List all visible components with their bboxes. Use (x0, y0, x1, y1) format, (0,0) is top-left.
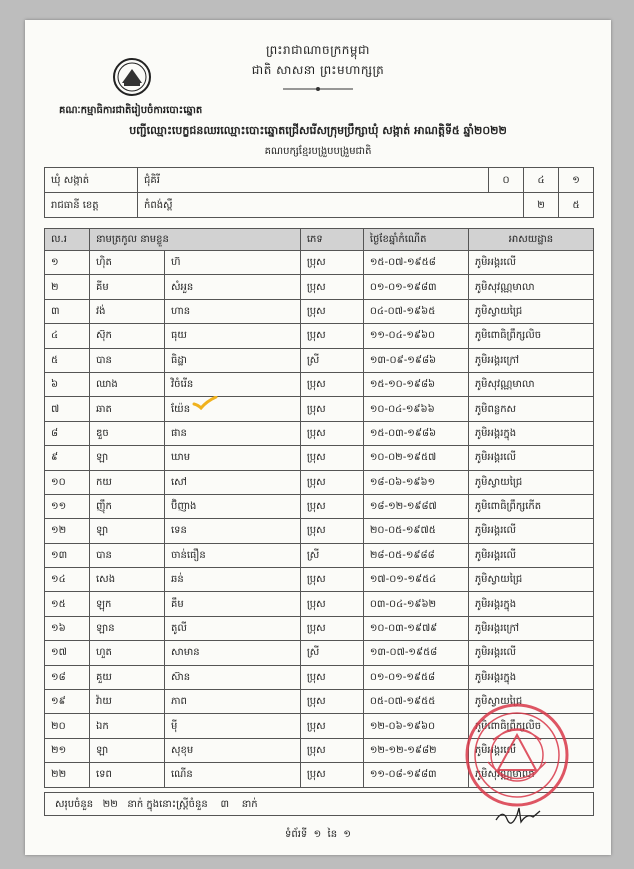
location-info-table (44, 167, 594, 218)
commune-code-1: ០ (489, 168, 524, 193)
table-row (45, 251, 594, 275)
commune-label: ឃុំ សង្កាត់ (45, 168, 138, 193)
col-name-header: នាមត្រកូល នាមខ្លួន (90, 229, 301, 251)
row-no: ៩ (45, 446, 90, 470)
province-label: រាជធានី ខេត្ត (45, 193, 138, 218)
row-no: ១១ (45, 494, 90, 518)
row-sex: ប្រុស (300, 299, 363, 323)
row-no: ១៥ (45, 592, 90, 616)
table-row (45, 348, 594, 372)
female-value: ៣ (220, 799, 229, 810)
row-address: ភូមិអង្គរលើ (468, 251, 593, 275)
row-surname: ឌួច (90, 421, 165, 445)
row-surname: វង់ (90, 299, 165, 323)
commune-row (45, 168, 594, 193)
committee-name: គណៈកម្មាធិការជាតិរៀបចំការបោះឆ្នោត (59, 105, 203, 116)
row-dob: ១៥-០៧-១៩៥៨ (363, 251, 468, 275)
row-given-name: ប៊ិញាង (165, 494, 301, 518)
row-dob: ១០-០២-១៩៥៧ (363, 446, 468, 470)
row-given-name: ម៉ី (165, 714, 301, 738)
row-no: ២០ (45, 714, 90, 738)
row-surname: ឯក (90, 714, 165, 738)
row-dob: ០១-០១-១៩៥៨ (363, 665, 468, 689)
row-dob: ១១-០៨-១៩៨៣ (363, 763, 468, 787)
row-surname: ឡុក (90, 592, 165, 616)
row-address: ភូមិស្វាយជ្រៃ (468, 690, 593, 714)
row-address: ភូមិអង្គរក្នុង (468, 592, 593, 616)
row-sex: ប្រុស (300, 592, 363, 616)
commune-value: ជុំគិរី (138, 168, 489, 193)
row-surname: គួយ (90, 665, 165, 689)
row-surname: ស៊ុក (90, 324, 165, 348)
total-label: សរុបចំនួន (55, 799, 94, 810)
row-sex: ប្រុស (300, 568, 363, 592)
row-address: ភូមិអង្គរលើ (468, 446, 593, 470)
row-address: ភូមិអង្គរលើ (468, 641, 593, 665)
row-no: ៤ (45, 324, 90, 348)
ornament-divider-icon (283, 86, 353, 92)
row-address: ភូមិអង្គរលើ (468, 519, 593, 543)
row-no: ១២ (45, 519, 90, 543)
row-sex: ប្រុស (300, 690, 363, 714)
row-dob: ១៥-០៣-១៩៨៦ (363, 421, 468, 445)
row-sex: ស្រី (300, 641, 363, 665)
row-address: ភូមិស្វាយជ្រៃ (468, 568, 593, 592)
document-title: បញ្ជីឈ្មោះបេក្ខជនឈរឈ្មោះបោះឆ្នោតជ្រើសរើសក្រុមប្រឹក្សាឃុំ សង្កាត់ អាណត្តិទី៥ ឆ្នាំ២០២២ (129, 124, 507, 137)
row-dob: ០៣-០៤-១៩៦២ (363, 592, 468, 616)
row-no: ១៩ (45, 690, 90, 714)
row-given-name: ឆន់ (165, 568, 301, 592)
row-given-name: ធិដ្ឋា (165, 348, 301, 372)
row-address: ភូមិស្វាយជ្រៃ (468, 470, 593, 494)
row-sex: ប្រុស (300, 421, 363, 445)
table-row (45, 568, 594, 592)
row-surname: ឡា (90, 738, 165, 762)
row-no: ១៤ (45, 568, 90, 592)
row-given-name: សៅ (165, 470, 301, 494)
row-no: ៨ (45, 421, 90, 445)
table-row (45, 616, 594, 640)
row-surname: ហួត (90, 641, 165, 665)
table-row (45, 641, 594, 665)
person-suffix: នាក់ (241, 799, 258, 810)
row-dob: ០៥-០៧-១៩៥៥ (363, 690, 468, 714)
checkmark-icon (192, 396, 218, 410)
row-sex: ប្រុស (300, 275, 363, 299)
row-given-name: ចាន់ធឿន (165, 543, 301, 567)
row-sex: ប្រុស (300, 494, 363, 518)
row-dob: ២០-០៥-១៩៧៥ (363, 519, 468, 543)
row-sex: ស្រី (300, 543, 363, 567)
row-sex: ប្រុស (300, 397, 363, 421)
row-sex: ប្រុស (300, 665, 363, 689)
row-dob: ១២-០៦-១៩៦០ (363, 714, 468, 738)
row-address: ភូមិអង្គរក្នុង (468, 665, 593, 689)
row-surname: ឡាន (90, 616, 165, 640)
page-of: នៃ (327, 829, 338, 840)
row-sex: ប្រុស (300, 251, 363, 275)
row-sex: ប្រុស (300, 616, 363, 640)
row-given-name: ហាន (165, 299, 301, 323)
row-surname: ញ៉ឹក (90, 494, 165, 518)
table-row (45, 446, 594, 470)
row-surname: គីម (90, 275, 165, 299)
document-page (25, 20, 611, 855)
row-dob: ១៥-១០-១៩៨៦ (363, 372, 468, 396)
table-row (45, 421, 594, 445)
party-name: គណបក្សខ្មែរបង្រួបបង្រួមជាតិ (264, 146, 372, 157)
row-address: ភូមិអង្គរក្រៅ (468, 348, 593, 372)
row-given-name: ភាព (165, 690, 301, 714)
row-given-name: សាមាន (165, 641, 301, 665)
row-sex: ប្រុស (300, 738, 363, 762)
row-no: ៥ (45, 348, 90, 372)
row-surname: បាន (90, 543, 165, 567)
row-surname: វ៉ាយ (90, 690, 165, 714)
row-sex: ស្រី (300, 348, 363, 372)
table-row (45, 324, 594, 348)
row-surname: ទេព (90, 763, 165, 787)
row-sex: ប្រុស (300, 763, 363, 787)
row-given-name: ធុយ (165, 324, 301, 348)
row-address: ភូមិអង្គរលើ (468, 738, 593, 762)
row-dob: ១២-១២-១៩៨២ (363, 738, 468, 762)
row-surname: ឆាត (90, 397, 165, 421)
row-sex: ប្រុស (300, 519, 363, 543)
row-address: ភូមិអង្គរលើ (468, 543, 593, 567)
person-label: នាក់ ក្នុងនោះស្ត្រីចំនួន (127, 799, 208, 810)
row-dob: ០៤-០៧-១៩៦៥ (363, 299, 468, 323)
province-code-1: ២ (524, 193, 559, 218)
row-dob: ១៣-០៩-១៩៨៦ (363, 348, 468, 372)
row-surname: ឈាង (90, 372, 165, 396)
table-row (45, 372, 594, 396)
row-given-name: ណើន (165, 763, 301, 787)
row-address: ភូមិពន្លកស (468, 397, 593, 421)
table-row (45, 470, 594, 494)
row-dob: ០១-០១-១៩៨៣ (363, 275, 468, 299)
row-given-name: គឹម (165, 592, 301, 616)
page-current: ១ (313, 829, 322, 840)
row-given-name: សុខុម (165, 738, 301, 762)
table-header-row (45, 229, 594, 251)
row-given-name: ផាន (165, 421, 301, 445)
row-address: ភូមិសុវណ្ណមាលា (468, 763, 593, 787)
row-dob: ១៨-០៦-១៩៦១ (363, 470, 468, 494)
row-no: ១០ (45, 470, 90, 494)
row-address: ភូមិស្វាយជ្រៃ (468, 299, 593, 323)
kingdom-title: ព្រះរាជាណាចក្រកម្ពុជា (266, 43, 370, 57)
row-sex: ប្រុស (300, 470, 363, 494)
row-address: ភូមិសុវណ្ណមាលា (468, 275, 593, 299)
row-no: ១៨ (45, 665, 90, 689)
row-address: ភូមិពោធិព្រឹក្សលិច (468, 324, 593, 348)
table-row (45, 494, 594, 518)
row-given-name: ឃាម (165, 446, 301, 470)
row-no: ៣ (45, 299, 90, 323)
province-value: កំពង់ស្ពឺ (138, 193, 524, 218)
row-surname: ហ៊ិត (90, 251, 165, 275)
row-dob: ១៨-១២-១៩៨៧ (363, 494, 468, 518)
row-surname: កយ (90, 470, 165, 494)
row-given-name: សំអួន (165, 275, 301, 299)
row-given-name: តូលី (165, 616, 301, 640)
row-no: ១៧ (45, 641, 90, 665)
total-value: ២២ (102, 799, 118, 810)
row-dob: ១៣-០៧-១៩៥៨ (363, 641, 468, 665)
page-total: ១ (343, 829, 351, 840)
row-address: ភូមិពោធិព្រឹក្សកើត (468, 494, 593, 518)
col-address-header: អាសយដ្ឋាន (468, 229, 593, 251)
row-surname: បាន (90, 348, 165, 372)
row-dob: ១០-០៤-១៩៦៦ (363, 397, 468, 421)
row-no: ២ (45, 275, 90, 299)
row-surname: ឡា (90, 446, 165, 470)
table-row (45, 543, 594, 567)
row-address: ភូមិសុវណ្ណមាលា (468, 372, 593, 396)
table-row (45, 299, 594, 323)
table-row (45, 519, 594, 543)
signature-icon (493, 805, 543, 827)
row-sex: ប្រុស (300, 372, 363, 396)
row-given-name: វិចំរើន (165, 372, 301, 396)
row-given-name: ស៊ាន (165, 665, 301, 689)
row-no: ៧ (45, 397, 90, 421)
official-seal-icon (458, 700, 576, 810)
col-no-header: ល.រ (45, 229, 90, 251)
row-given-name: ហ៊ (165, 251, 301, 275)
row-no: ១៣ (45, 543, 90, 567)
row-given-name: ទេន (165, 519, 301, 543)
row-no: ២១ (45, 738, 90, 762)
national-motto: ជាតិ សាសនា ព្រះមហាក្សត្រ (251, 63, 385, 77)
row-address: ភូមិអង្គរក្រៅ (468, 616, 593, 640)
row-no: ១៦ (45, 616, 90, 640)
row-dob: ១០-០៣-១៩៧៩ (363, 616, 468, 640)
row-dob: ២៨-០៥-១៩៨៨ (363, 543, 468, 567)
province-code-2: ៥ (559, 193, 594, 218)
row-surname: សេង (90, 568, 165, 592)
row-dob: ១៧-០១-១៩៥៤ (363, 568, 468, 592)
row-sex: ប្រុស (300, 324, 363, 348)
row-address: ភូមិពោធិព្រឹក្សលិច (468, 714, 593, 738)
row-dob: ១១-០៤-១៩៦០ (363, 324, 468, 348)
table-row (45, 275, 594, 299)
col-sex-header: ភេទ (300, 229, 363, 251)
row-sex: ប្រុស (300, 446, 363, 470)
row-no: ២២ (45, 763, 90, 787)
page-number (25, 827, 611, 842)
row-no: ៦ (45, 372, 90, 396)
row-given-name: យ៉ែន (165, 397, 301, 421)
commune-code-2: ៤ (524, 168, 559, 193)
row-address: ភូមិអង្គរក្នុង (468, 421, 593, 445)
table-row (45, 665, 594, 689)
row-surname: ឡា (90, 519, 165, 543)
col-dob-header: ថ្ងៃខែឆ្នាំកំណើត (363, 229, 468, 251)
row-no: ១ (45, 251, 90, 275)
province-row (45, 193, 594, 218)
table-row (45, 592, 594, 616)
commune-code-3: ១ (559, 168, 594, 193)
page-label: ទំព័រទី (285, 829, 308, 840)
row-sex: ប្រុស (300, 714, 363, 738)
table-row (45, 397, 594, 421)
